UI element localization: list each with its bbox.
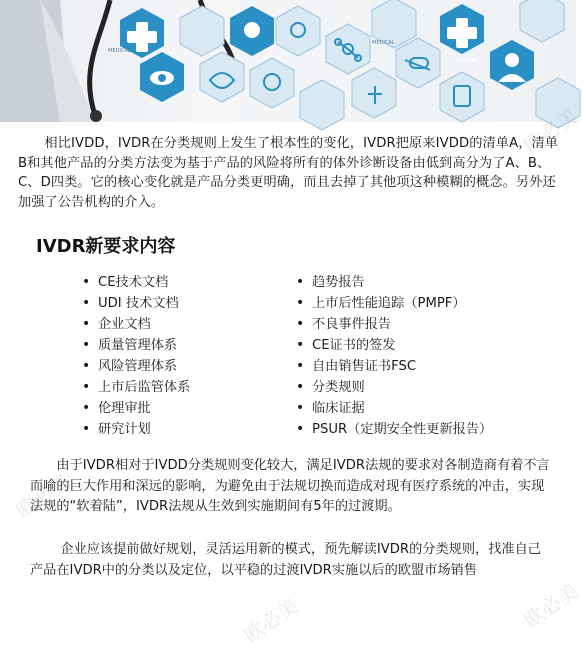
banner-label-medical: MEDICAL [108, 48, 131, 54]
section-title: IVDR新要求内容 [36, 236, 176, 257]
banner-label-medical: MEDICAL [455, 58, 478, 64]
requirements-list-right [296, 272, 492, 440]
list-item: • 风险管理体系 [82, 356, 190, 377]
list-item: • 不良事件报告 [296, 314, 492, 335]
list-item: • UDI 技术文档 [82, 293, 190, 314]
list-item: • PSUR（定期安全性更新报告） [296, 419, 492, 440]
planning-paragraph: 企业应该提前做好规划，灵活运用新的模式，预先解读IVDR的分类规则，找准自己产品在IVDR中的分类以及定位，以平稳的过渡IVDR实施以后的欧盟市场销售 [30, 542, 541, 578]
list-item: • 自由销售证书FSC [296, 356, 492, 377]
list-item: • 伦理审批 [82, 398, 190, 419]
list-item: • 质量管理体系 [82, 335, 190, 356]
watermark: 欧必美 [519, 103, 583, 158]
watermark: 欧必美 [11, 468, 75, 523]
banner-label-medical: MEDICAL [372, 40, 395, 46]
watermark: 欧必美 [519, 578, 583, 633]
transition-paragraph: 由于IVDR相对于IVDD分类规则变化较大，满足IVDR法规的要求对各制造商有着不言而喻的巨大作用和深远的影响，为避免由于法规切换而造成对现有医疗系统的冲击，实现法规的“软着陆”，IVDR法规从生效到实施期间有5年的过渡期。 [30, 458, 550, 514]
intro-paragraph: 相比IVDD，IVDR在分类规则上发生了根本性的变化，IVDR把原来IVDD的清单A，清单B和其他产品的分类方法变为基于产品的风险将所有的体外诊断设备由低到高分为了A、B、C、D四类。它的核心变化就是产品分类更明确，而且去掉了其他项这种模糊的概念。另外还加强了公告机构的介入。 [18, 136, 559, 210]
list-item: • CE证书的签发 [296, 335, 492, 356]
list-item: • CE技术文档 [82, 272, 190, 293]
watermark: 欧必美 [239, 593, 303, 648]
list-item: • 分类规则 [296, 377, 492, 398]
list-item: • 上市后监管体系 [82, 377, 190, 398]
header-banner-image [0, 0, 576, 122]
list-item: • 企业文档 [82, 314, 190, 335]
requirements-list-left [82, 272, 190, 440]
list-item: • 研究计划 [82, 419, 190, 440]
list-item: • 临床证据 [296, 398, 492, 419]
list-item: • 趋势报告 [296, 272, 492, 293]
list-item: • 上市后性能追踪（PMPF） [296, 293, 492, 314]
